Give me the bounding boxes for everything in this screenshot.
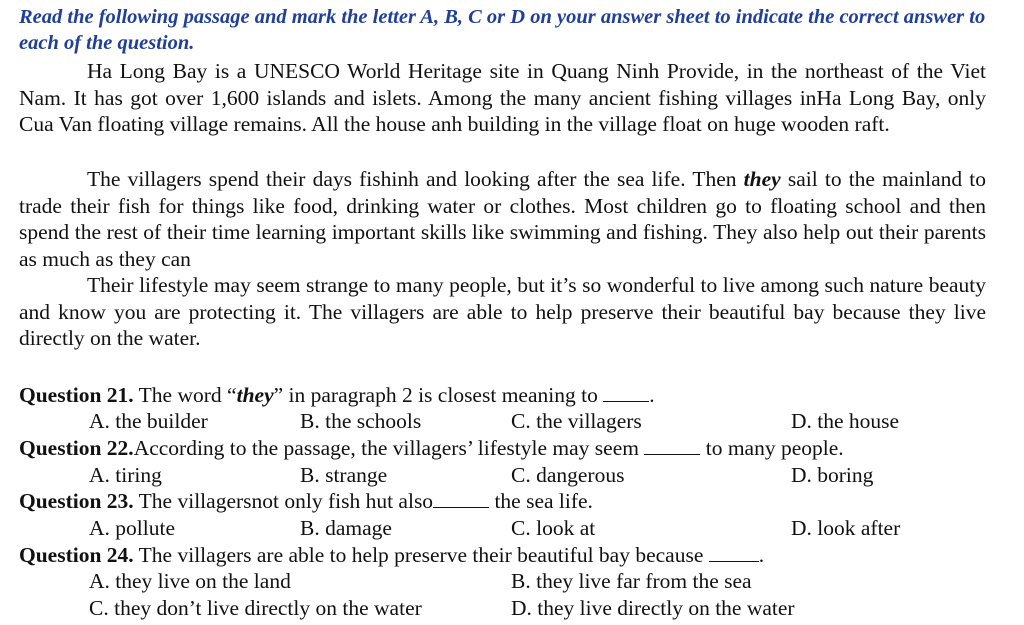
answer-blank — [433, 506, 489, 508]
question-24-text-a: The villagers are able to help preserve their beautiful bay because — [133, 543, 709, 567]
paragraph-1: Ha Long Bay is a UNESCO World Heritage site in Quang Ninh Provide, in the northeast of the Viet Nam. It has got over 1,600 islands and islets. Among the many ancient fishing villages inHa Long Bay, only Cua Van floating village remains. All the house anh building in the village float on huge wooden raft. — [19, 59, 986, 136]
option-24-c[interactable]: C. they don’t live directly on the water — [89, 596, 422, 620]
question-21-text-a: The word “ — [133, 383, 237, 407]
question-22-text-b: to many people. — [700, 436, 844, 460]
option-23-a[interactable]: A. pollute — [89, 516, 175, 540]
word-they: they — [743, 167, 781, 191]
question-24-number: Question 24. — [19, 543, 134, 567]
instructions: Read the following passage and mark the letter A, B, C or D on your answer sheet to indicate the correct answer to each of the question. — [19, 6, 986, 54]
question-21-number: Question 21. — [19, 383, 134, 407]
option-21-b[interactable]: B. the schools — [300, 409, 422, 433]
answer-blank — [709, 560, 759, 562]
option-23-d[interactable]: D. look after — [791, 516, 901, 540]
option-21-a[interactable]: A. the builder — [89, 409, 208, 433]
question-23 — [19, 488, 1009, 514]
question-22-number: Question 22. — [19, 436, 134, 460]
option-22-a[interactable]: A. tiring — [89, 463, 162, 487]
answer-blank — [603, 400, 649, 402]
question-21-text-d: . — [649, 383, 655, 407]
question-23-number: Question 23. — [19, 489, 134, 513]
option-22-b[interactable]: B. strange — [300, 463, 388, 487]
question-23-text-a: The villagersnot only fish hut also — [133, 489, 434, 513]
question-21-word: they — [236, 383, 274, 407]
option-24-b[interactable]: B. they live far from the sea — [511, 569, 752, 593]
question-22 — [19, 435, 1009, 461]
answer-blank — [644, 453, 700, 455]
question-23-text-b: the sea life. — [489, 489, 593, 513]
option-22-c[interactable]: C. dangerous — [511, 463, 625, 487]
option-23-b[interactable]: B. damage — [300, 516, 392, 540]
option-21-d[interactable]: D. the house — [791, 409, 900, 433]
question-22-text-a: According to the passage, the villagers’ lifestyle may seem — [133, 436, 645, 460]
question-24 — [19, 542, 1009, 568]
option-21-c[interactable]: C. the villagers — [511, 409, 642, 433]
question-21 — [19, 382, 1009, 408]
question-24-text-b: . — [758, 543, 765, 567]
paragraph-2-text-start: The villagers spend their days fishinh and looking after the sea life. Then — [87, 167, 744, 191]
option-24-a[interactable]: A. they live on the land — [89, 569, 291, 593]
paragraph-3: Their lifestyle may seem strange to many people, but it’s so wonderful to live among such nature beauty and know you are protecting it. The villagers are able to help preserve their beautiful bay because they live directly on the water. — [19, 273, 986, 350]
option-24-d[interactable]: D. they live directly on the water — [511, 596, 795, 620]
paragraph-2-text-end: sail to the mainland to trade their fish for things like food, drinking water or clothes. Most children go to floating school and then spend the rest of their time learning important skills like swimming and fishing. They also help out their parents as much as they can — [19, 167, 986, 271]
option-23-c[interactable]: C. look at — [511, 516, 596, 540]
question-21-text-c: ” in paragraph 2 is closest meaning to — [273, 383, 604, 407]
option-22-d[interactable]: D. boring — [791, 463, 874, 487]
paragraph-2 — [19, 166, 986, 272]
